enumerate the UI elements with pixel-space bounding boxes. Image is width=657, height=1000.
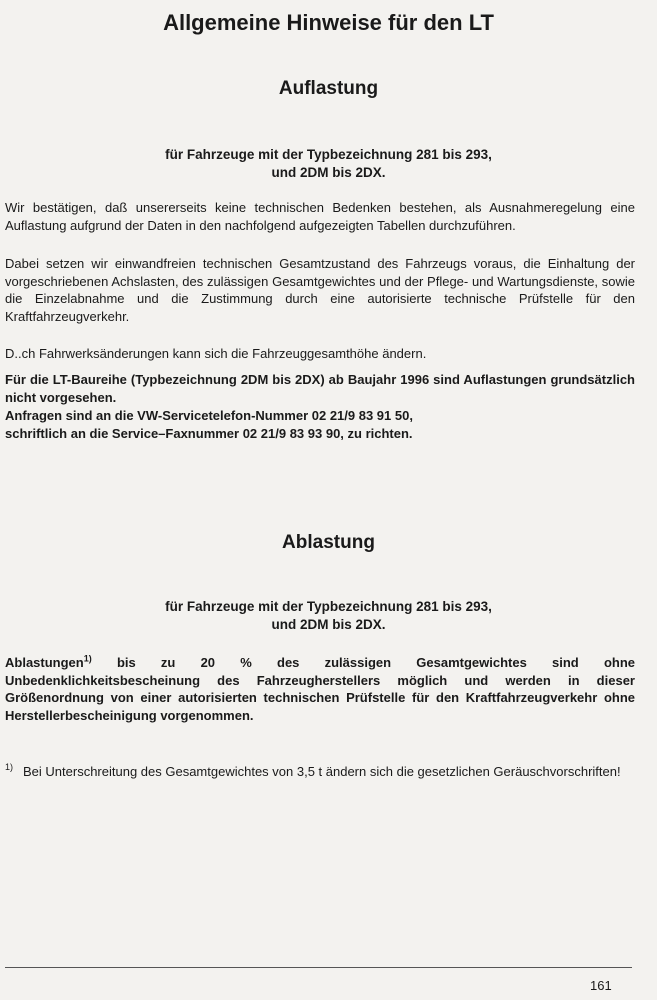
footnote-text: Bei Unterschreitung des Gesamtgewichtes von 3,5 t ändern sich die gesetzlichen Geräuschvorschriften! xyxy=(23,764,621,779)
page-number: 161 xyxy=(590,978,612,993)
auflastung-contact-line-1: Anfragen sind an die VW-Servicetelefon-Nummer 02 21/9 83 91 50, xyxy=(5,408,413,423)
ablastung-rest: bis zu 20 % des zulässigen Gesamtgewichtes sind ohne Unbedenklichkeitsbescheinung des Fahrzeugherstellers möglich und werden in dieser Größenordnung von einer autorisierten technischen Prüfstelle für den Kraftfahrzeugverkehr ohne Herstellerbescheinigung vorgenommen. xyxy=(5,655,635,723)
ablastung-paragraph xyxy=(5,654,635,724)
footer-divider xyxy=(5,967,632,968)
auflastung-contact-line-2: schriftlich an die Service–Faxnummer 02 21/9 83 93 90, zu richten. xyxy=(5,426,413,441)
auflastung-subtitle-line-2: und 2DM bis 2DX. xyxy=(271,165,386,180)
footnote-reference: 1) xyxy=(83,653,92,664)
auflastung-paragraph-3: D..ch Fahrwerksänderungen kann sich die Fahrzeuggesamthöhe ändern. xyxy=(5,346,427,361)
page-title: Allgemeine Hinweise für den LT xyxy=(163,10,494,35)
ablastung-lead: Ablastungen xyxy=(5,655,84,670)
section-heading-auflastung: Auflastung xyxy=(278,78,379,99)
ablastung-subtitle-line-1: für Fahrzeuge mit der Typbezeichnung 281 bis 293, xyxy=(165,599,492,614)
auflastung-subtitle-line-1: für Fahrzeuge mit der Typbezeichnung 281 bis 293, xyxy=(165,147,492,162)
auflastung-paragraph-2: Dabei setzen wir einwandfreien technischen Gesamtzustand des Fahrzeugs voraus, die Einhaltung der vorgeschriebenen Achslasten, des zulässigen Gesamtgewichtes und der Pflege- und Wartungsdienste, sowie die Einzelabnahme und die Zustimmung durch eine autorisierte technische Prüfstelle für den Kraftfahrzeugverkehr. xyxy=(5,256,635,324)
footnote-mark: 1) xyxy=(5,762,14,772)
section-heading-ablastung: Ablastung xyxy=(282,532,375,553)
ablastung-subtitle-line-2: und 2DM bis 2DX. xyxy=(271,617,386,632)
footnote xyxy=(5,763,635,781)
auflastung-bold-notice: Für die LT-Baureihe (Typbezeichnung 2DM bis 2DX) ab Baujahr 1996 sind Auflastungen grundsätzlich nicht vorgesehen. xyxy=(5,372,635,405)
auflastung-paragraph-1: Wir bestätigen, daß unsererseits keine technischen Bedenken bestehen, als Ausnahmeregelung eine Auflastung aufgrund der Daten in den nachfolgend aufgezeigten Tabellen durchzuführen. xyxy=(5,200,635,233)
